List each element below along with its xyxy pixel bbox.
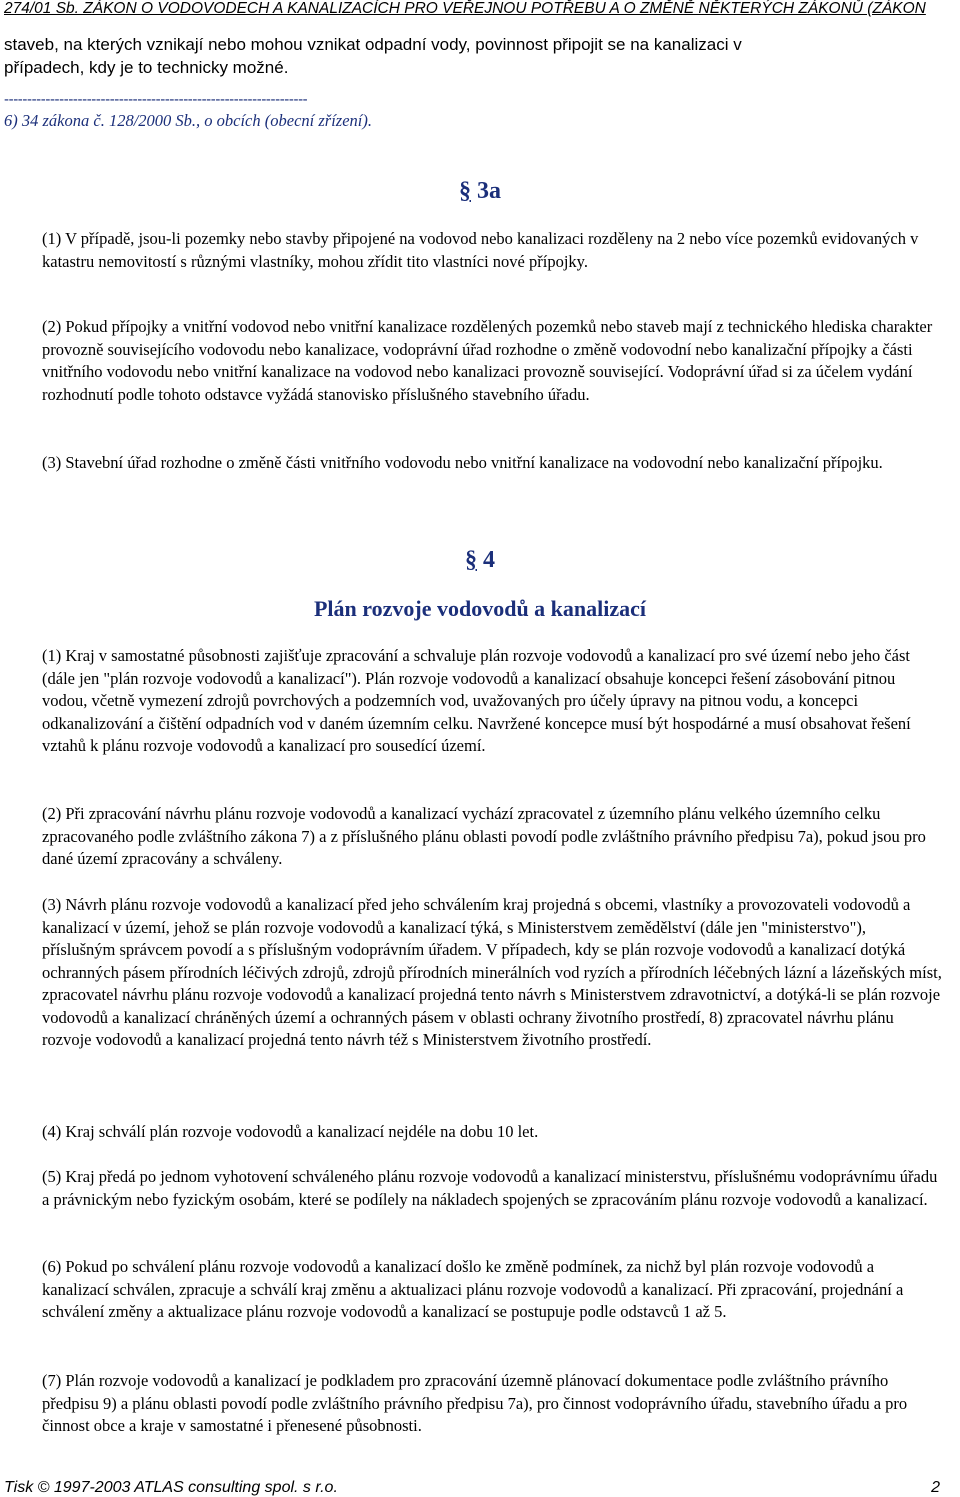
section-3a-heading xyxy=(0,176,960,206)
footer-copyright: Tisk © 1997-2003 ATLAS consulting spol. s r.o. xyxy=(4,1479,338,1496)
section-4-heading xyxy=(0,545,960,575)
page-number: 2 xyxy=(931,1479,940,1496)
intro-line-2: případech, kdy je to technicky možné. xyxy=(4,58,289,77)
section-symbol: § xyxy=(459,178,471,204)
section-number: 3a xyxy=(477,178,501,204)
sec4-paragraph-6: (6) Pokud po schválení plánu rozvoje vodovodů a kanalizací došlo ke změně podmínek, za nichž byl plán rozvoje vodovodů a kanalizací schválen, zpracuje a schválí kraj změnu a aktualizaci plánu rozvoje vodovodů a kanalizací. Při zpracování, projednání a schválení změny a aktualizace plánu rozvoje vodovodů a kanalizací se postupuje podle odstavců 1 až 5. xyxy=(42,1257,904,1321)
section-symbol: § xyxy=(465,547,477,573)
sec4-paragraph-1: (1) Kraj v samostatné působnosti zajišťuje zpracování a schvaluje plán rozvoje vodovodů a kanalizací pro své území nebo jeho část (dále jen "plán rozvoje vodovodů a kanalizací"). Plán rozvoje vodovodů a kanalizací obsahuje koncepci řešení zásobování pitnou vodou, včetně vymezení zdrojů povrchových a podzemních vod, uvažovaných pro účely úpravy na pitnou vodu, a koncepci odkanalizování a čištění odpadních vod v daném územním celku. Navržené koncepce musí být hospodárné a musí obsahovat řešení vztahů k plánu rozvoje vodovodů a kanalizací pro sousedící území. xyxy=(42,646,911,755)
section-number: 4 xyxy=(483,547,495,573)
sec3a-paragraph-2: (2) Pokud přípojky a vnitřní vodovod nebo vnitřní kanalizace rozdělených pozemků nebo staveb mají z technického hlediska charakter provozně souvisejícího vodovodu nebo kanalizace, vodoprávní úřad rozhodne o změně vodovodní nebo kanalizační přípojky a části vnitřního vodovodu nebo vnitřní kanalizace na vodovod nebo kanalizaci provozně související. Vodoprávní úřad si za účelem vydání rozhodnutí podle tohoto odstavce vyžádá stanovisko příslušného stavebního úřadu. xyxy=(42,317,933,404)
sec3a-paragraph-1: (1) V případě, jsou-li pozemky nebo stavby připojené na vodovod nebo kanalizaci rozděleny na 2 nebo více pozemků evidovaných v katastru nemovitostí s různými vlastníky, mohou zřídit tito vlastníci nové přípojky. xyxy=(42,229,919,271)
page-footer xyxy=(4,1479,960,1497)
section-4-title: Plán rozvoje vodovodů a kanalizací xyxy=(313,596,647,621)
footnote-separator: ------------------------------------------------------------------ xyxy=(4,91,308,108)
sec4-paragraph-5: (5) Kraj předá po jednom vyhotovení schváleného plánu rozvoje vodovodů a kanalizací ministerstvu, příslušnému vodoprávnímu úřadu a právnickým nebo fyzickým osobám, které se podílely na nákladech spojených se zpracováním plánu rozvoje vodovodů a kanalizací. xyxy=(42,1167,938,1209)
sec3a-paragraph-3: (3) Stavební úřad rozhodne o změně části vnitřního vodovodu nebo vnitřní kanalizace na vodovodní nebo kanalizační přípojku. xyxy=(42,453,883,472)
intro-line-1: staveb, na kterých vznikají nebo mohou vznikat odpadní vody, povinnost připojit se na kanalizaci v xyxy=(4,35,742,54)
sec4-paragraph-4: (4) Kraj schválí plán rozvoje vodovodů a kanalizací nejdéle na dobu 10 let. xyxy=(42,1122,539,1141)
sec4-paragraph-3: (3) Návrh plánu rozvoje vodovodů a kanalizací před jeho schválením kraj projedná s obcemi, vlastníky a provozovateli vodovodů a kanalizací v území, jehož se plán rozvoje vodovodů a kanalizací týká, s Ministerstvem zemědělství (dále jen "ministerstvo"), příslušným správcem povodí a s příslušným vodoprávním úřadem. V případech, kdy se plán rozvoje vodovodů a kanalizací dotýká ochranných pásem přírodních léčivých zdrojů, zdrojů přírodních minerálních vod ryzích a přírodních léčebných lázní a lázeňských míst, zpracovatel návrhu plánu rozvoje vodovodů a kanalizací projedná tento návrh s Ministerstvem zdravotnictví, a dotýká-li se plán rozvoje vodovodů a kanalizací chráněných území a ochranných pásem v oblasti ochrany životního prostředí, 8) zpracovatel návrhu plánu rozvoje vodovodů a kanalizací projedná tento návrh též s Ministerstvem životního prostředí. xyxy=(42,895,942,1049)
footnote-6: 6) 34 zákona č. 128/2000 Sb., o obcích (obecní zřízení). xyxy=(4,111,372,130)
document-header: 274/01 Sb. ZÁKON O VODOVODECH A KANALIZACÍCH PRO VEŘEJNOU POTŘEBU A O ZMĚNĚ NĚKTERÝCH ZÁKONŮ (ZÁKON xyxy=(4,0,926,17)
sec4-paragraph-2: (2) Při zpracování návrhu plánu rozvoje vodovodů a kanalizací vychází zpracovatel z územního plánu velkého územního celku zpracovaného podle zvláštního zákona 7) a z příslušného plánu oblasti povodí podle zvláštního právního předpisu 7a), pokud jsou pro dané území zpracovány a schváleny. xyxy=(42,804,926,868)
sec4-paragraph-7: (7) Plán rozvoje vodovodů a kanalizací je podkladem pro zpracování územně plánovací dokumentace podle zvláštního právního předpisu 9) a plánu oblasti povodí podle zvláštního právního předpisu 7a), pro činnost vodoprávního úřadu, stavebního úřadu a pro činnost obce a kraje v samostatné i přenesené působnosti. xyxy=(42,1371,908,1435)
